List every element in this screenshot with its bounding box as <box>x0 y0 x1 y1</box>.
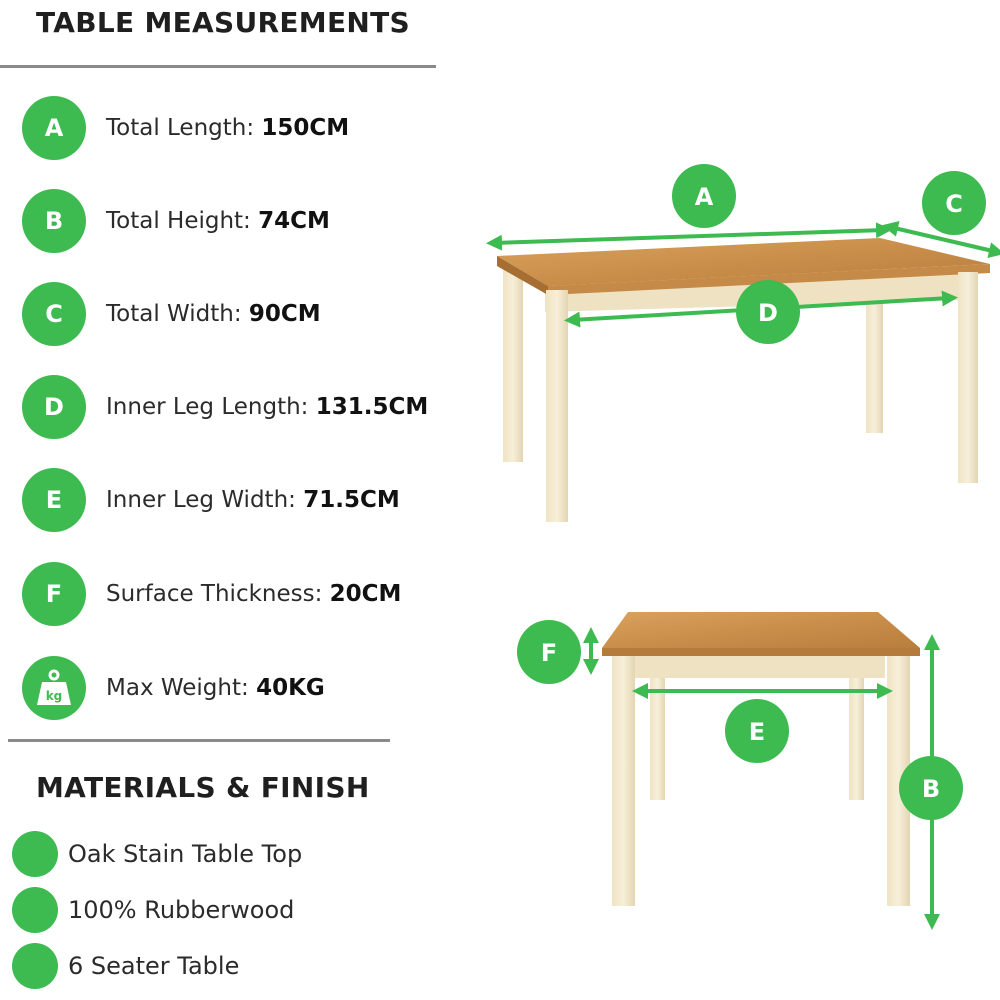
table-leg <box>958 272 978 483</box>
svg-text:F: F <box>540 639 558 667</box>
measurement-label: Total Length: <box>106 115 255 141</box>
measurements-title: TABLE MEASUREMENTS <box>36 6 410 39</box>
svg-text:E: E <box>748 718 766 746</box>
diagram-badge-a <box>672 164 736 228</box>
table-leg <box>849 660 864 800</box>
badge-a: A <box>22 96 86 160</box>
diagram-badge-d <box>736 280 800 344</box>
table-leg <box>503 270 523 462</box>
measurement-label: Inner Leg Width: <box>106 487 296 513</box>
material-label: Oak Stain Table Top <box>68 840 303 868</box>
material-label: 100% Rubberwood <box>68 896 295 924</box>
measurement-value: 150CM <box>261 115 350 141</box>
table-leg <box>546 290 568 522</box>
measurement-label: Max Weight: <box>106 675 249 701</box>
table-perspective-image <box>497 238 990 522</box>
svg-text:A: A <box>694 183 714 211</box>
badge-c: C <box>22 282 86 346</box>
svg-text:D: D <box>758 299 778 327</box>
weight-icon-label: kg <box>45 689 63 703</box>
svg-text:C: C <box>945 190 963 218</box>
measurement-label: Total Height: <box>106 208 251 234</box>
measurement-label: Total Width: <box>106 301 242 327</box>
table-leg <box>650 660 665 800</box>
measurement-value: 40KG <box>256 675 325 701</box>
measurement-value: 71.5CM <box>303 487 400 513</box>
measurement-value: 20CM <box>329 581 402 607</box>
diagram-badge-b <box>899 756 963 820</box>
table-top-edge <box>602 648 920 656</box>
table-leg <box>612 656 635 906</box>
materials-title: MATERIALS & FINISH <box>36 771 370 804</box>
diagram-badge-f <box>517 620 581 684</box>
badge-f: F <box>22 562 86 626</box>
badge-e: E <box>22 468 86 532</box>
svg-text:B: B <box>921 775 941 803</box>
diagram-badge-c <box>922 171 986 235</box>
badge-d: D <box>22 375 86 439</box>
measurement-value: 74CM <box>258 208 330 234</box>
measurement-value: 131.5CM <box>315 394 429 420</box>
measurement-label: Surface Thickness: <box>106 581 323 607</box>
material-label: 6 Seater Table <box>68 952 240 980</box>
table-apron <box>635 656 885 678</box>
diagram-badge-e <box>725 699 789 763</box>
measurement-value: 90CM <box>248 301 321 327</box>
table-top <box>602 612 920 648</box>
measurement-label: Inner Leg Length: <box>106 394 309 420</box>
badge-b: B <box>22 189 86 253</box>
